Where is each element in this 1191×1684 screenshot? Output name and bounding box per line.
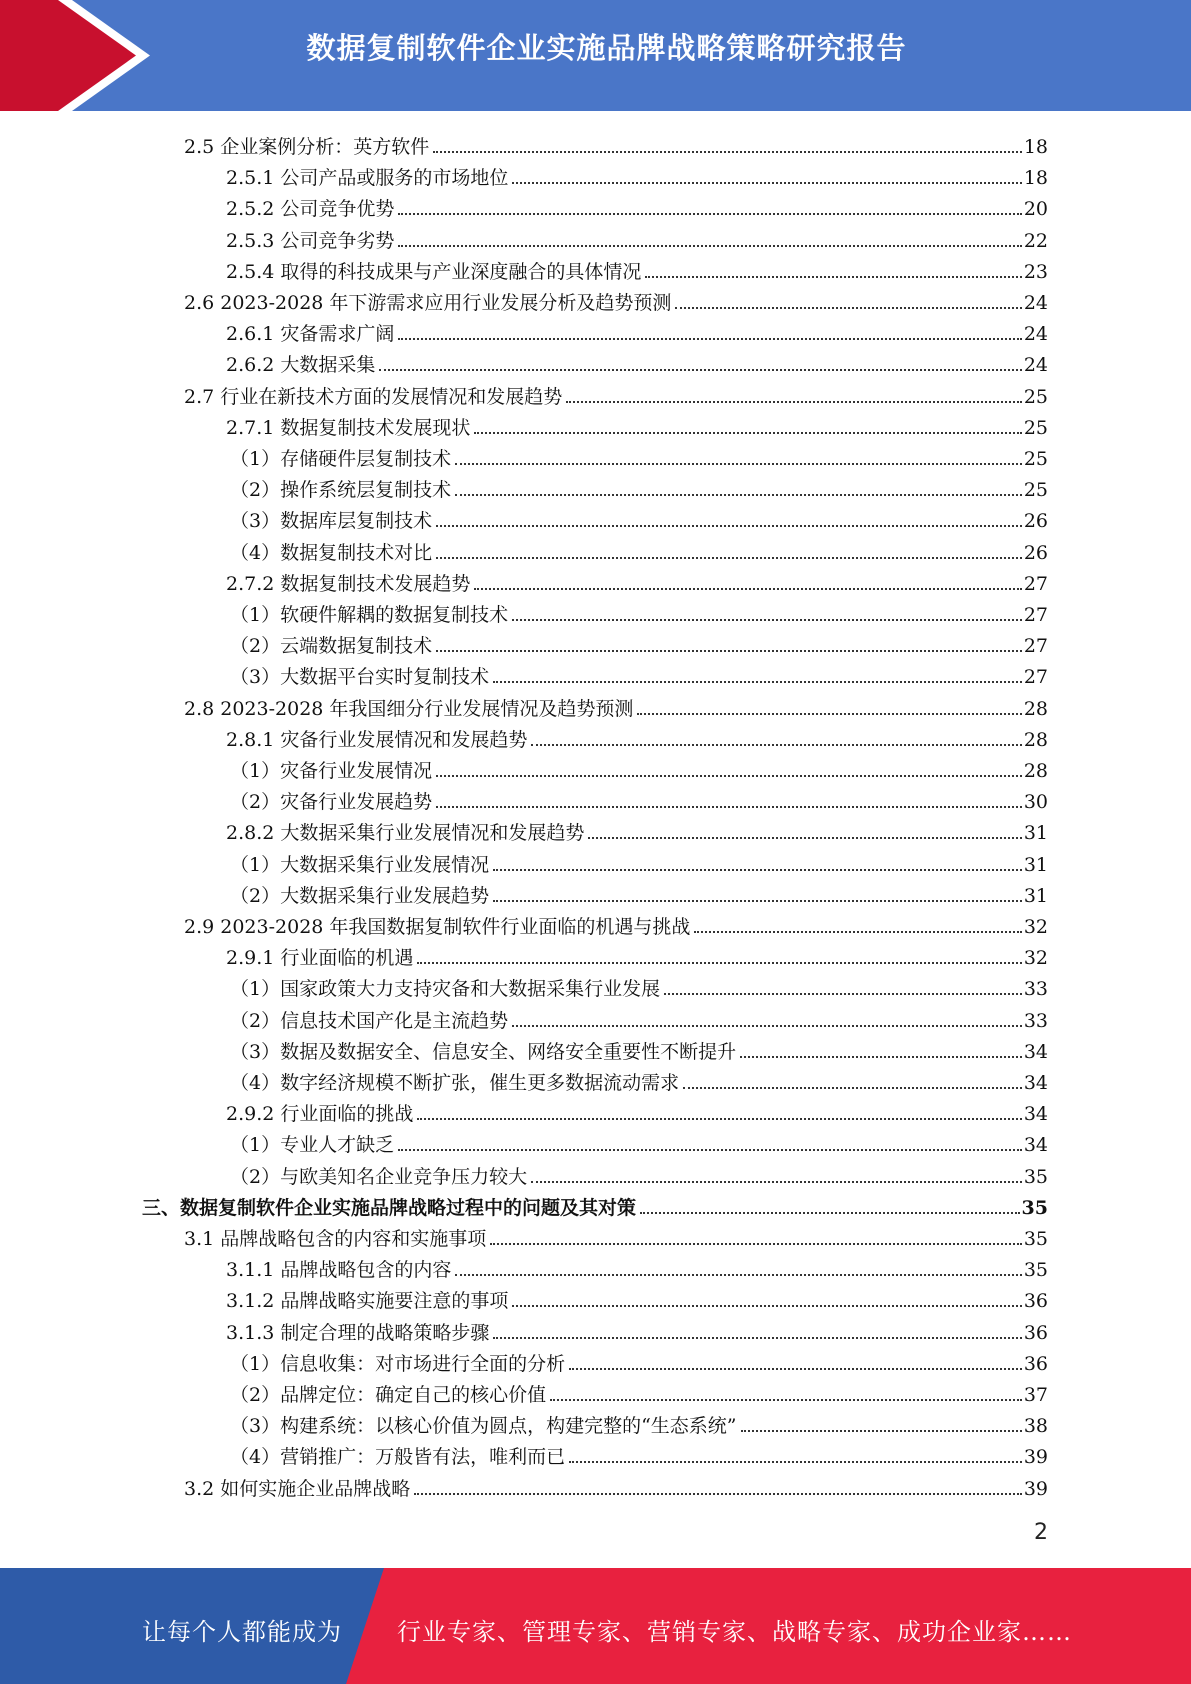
toc-entry-label: （1）信息收集：对市场进行全面的分析 bbox=[230, 1352, 566, 1375]
toc-entry[interactable] bbox=[230, 1345, 1048, 1376]
toc-entry-label: （1）专业人才缺乏 bbox=[230, 1134, 395, 1157]
toc-entry[interactable] bbox=[230, 846, 1048, 877]
toc-entry-label: 3.1.2 品牌战略实施要注意的事项 bbox=[226, 1290, 509, 1313]
toc-entry-label: 2.5 企业案例分析：英方软件 bbox=[184, 136, 430, 158]
toc-dot-leader bbox=[512, 1025, 1022, 1027]
toc-entry-page: 28 bbox=[1023, 760, 1048, 782]
toc-entry-page: 35 bbox=[1021, 1196, 1048, 1219]
toc-entry-page: 31 bbox=[1023, 884, 1048, 907]
toc-entry-label: 3.1.1 品牌战略包含的内容 bbox=[226, 1259, 452, 1282]
toc-entry[interactable] bbox=[184, 690, 1048, 721]
toc-entry[interactable] bbox=[230, 752, 1048, 783]
toc-dot-leader bbox=[645, 276, 1021, 278]
toc-entry[interactable] bbox=[226, 253, 1048, 284]
toc-dot-leader bbox=[683, 1087, 1022, 1089]
toc-entry-label: （2）大数据采集行业发展趋势 bbox=[230, 884, 490, 907]
toc-entry-page: 28 bbox=[1023, 697, 1048, 720]
toc-entry-page: 25 bbox=[1023, 416, 1048, 439]
toc-entry-label: （1）国家政策大力支持灾备和大数据采集行业发展 bbox=[230, 978, 661, 1001]
toc-entry-page: 37 bbox=[1023, 1384, 1048, 1406]
page-footer-banner bbox=[0, 1568, 1191, 1684]
toc-dot-leader bbox=[436, 650, 1022, 652]
toc-entry-page: 26 bbox=[1023, 541, 1048, 564]
toc-entry-label: 2.6 2023-2028 年下游需求应用行业发展分析及趋势预测 bbox=[184, 292, 672, 314]
toc-dot-leader bbox=[436, 806, 1022, 808]
toc-dot-leader bbox=[433, 151, 1022, 153]
toc-entry-page: 34 bbox=[1023, 1040, 1048, 1063]
toc-entry-label: 2.5.1 公司产品或服务的市场地位 bbox=[226, 167, 509, 190]
toc-entry-page: 23 bbox=[1023, 260, 1048, 283]
toc-entry-label: 2.9 2023-2028 年我国数据复制软件行业面临的机遇与挑战 bbox=[184, 916, 691, 938]
toc-dot-leader bbox=[455, 494, 1022, 496]
toc-entry-label: （1）灾备行业发展情况 bbox=[230, 760, 433, 782]
toc-entry-page: 39 bbox=[1023, 1446, 1048, 1469]
toc-dot-leader bbox=[512, 619, 1022, 621]
toc-entry[interactable] bbox=[184, 378, 1048, 409]
toc-entry-label: （2）云端数据复制技术 bbox=[230, 635, 433, 658]
toc-entry-page: 31 bbox=[1023, 822, 1048, 845]
toc-entry-label: 2.8 2023-2028 年我国细分行业发展情况及趋势预测 bbox=[184, 697, 634, 720]
toc-entry[interactable] bbox=[230, 1126, 1048, 1157]
toc-entry-label: （4）数据复制技术对比 bbox=[230, 541, 433, 564]
toc-entry-page: 30 bbox=[1023, 791, 1048, 814]
toc-entry[interactable] bbox=[226, 1251, 1048, 1282]
toc-entry-page: 18 bbox=[1023, 167, 1048, 190]
toc-entry-label: （1）存储硬件层复制技术 bbox=[230, 448, 452, 470]
toc-entry[interactable] bbox=[184, 908, 1048, 939]
toc-entry-page: 22 bbox=[1023, 229, 1048, 252]
toc-dot-leader bbox=[417, 962, 1021, 964]
toc-dot-leader bbox=[493, 1337, 1021, 1339]
toc-entry[interactable] bbox=[226, 409, 1048, 440]
toc-entry-label: 2.9.1 行业面临的机遇 bbox=[226, 947, 414, 970]
toc-entry-page: 33 bbox=[1023, 1009, 1048, 1032]
toc-entry-label: （1）软硬件解耦的数据复制技术 bbox=[230, 604, 509, 626]
toc-entry[interactable] bbox=[230, 1376, 1048, 1407]
toc-entry-page: 35 bbox=[1023, 1259, 1048, 1282]
toc-entry[interactable] bbox=[230, 440, 1048, 471]
toc-entry-label: 2.7 行业在新技术方面的发展情况和发展趋势 bbox=[184, 385, 563, 408]
toc-dot-leader bbox=[436, 525, 1022, 527]
toc-entry[interactable] bbox=[230, 1158, 1048, 1189]
toc-entry[interactable] bbox=[230, 1407, 1048, 1438]
toc-dot-leader bbox=[398, 1149, 1022, 1151]
toc-dot-leader bbox=[675, 307, 1021, 309]
toc-entry[interactable] bbox=[184, 1470, 1048, 1501]
toc-entry-label: （4）营销推广：万般皆有法，唯利而已 bbox=[230, 1446, 566, 1469]
toc-dot-leader bbox=[455, 1274, 1021, 1276]
toc-entry-page: 25 bbox=[1023, 479, 1048, 502]
toc-entry-page: 27 bbox=[1023, 604, 1048, 626]
toc-entry-page: 27 bbox=[1023, 635, 1048, 658]
toc-entry-page: 28 bbox=[1023, 728, 1048, 751]
toc-entry[interactable] bbox=[230, 534, 1048, 565]
toc-entry[interactable] bbox=[226, 1282, 1048, 1313]
toc-dot-leader bbox=[414, 1493, 1022, 1495]
toc-entry-label: 2.5.2 公司竞争优势 bbox=[226, 198, 395, 221]
toc-entry-page: 36 bbox=[1023, 1352, 1048, 1375]
toc-entry-label: 2.8.1 灾备行业发展情况和发展趋势 bbox=[226, 728, 528, 751]
toc-dot-leader bbox=[493, 900, 1022, 902]
toc-entry[interactable] bbox=[230, 596, 1048, 627]
toc-entry-page: 32 bbox=[1023, 947, 1048, 970]
toc-entry-label: 3.1.3 制定合理的战略策略步骤 bbox=[226, 1321, 490, 1344]
toc-dot-leader bbox=[588, 837, 1021, 839]
toc-entry-page: 34 bbox=[1023, 1072, 1048, 1094]
toc-dot-leader bbox=[569, 1461, 1022, 1463]
toc-entry-label: （3）构建系统：以核心价值为圆点，构建完整的“生态系统” bbox=[230, 1415, 737, 1438]
toc-entry[interactable] bbox=[230, 658, 1048, 689]
toc-entry[interactable] bbox=[184, 128, 1048, 159]
toc-entry-label: 3.1 品牌战略包含的内容和实施事项 bbox=[184, 1228, 487, 1250]
toc-entry-label: （1）大数据采集行业发展情况 bbox=[230, 853, 490, 876]
toc-entry-label: （2）灾备行业发展趋势 bbox=[230, 791, 433, 814]
footer-slogan-right: 行业专家、管理专家、营销专家、战略专家、成功企业家…… bbox=[397, 1618, 1072, 1646]
toc-entry-page: 18 bbox=[1023, 136, 1048, 158]
toc-entry-label: （3）大数据平台实时复制技术 bbox=[230, 666, 490, 689]
toc-entry[interactable] bbox=[230, 627, 1048, 658]
toc-entry-label: 2.7.2 数据复制技术发展趋势 bbox=[226, 572, 471, 595]
toc-dot-leader bbox=[512, 182, 1021, 184]
toc-entry[interactable] bbox=[226, 190, 1048, 221]
toc-dot-leader bbox=[694, 931, 1021, 933]
toc-entry-label: （2）与欧美知名企业竞争压力较大 bbox=[230, 1165, 528, 1188]
toc-entry-page: 20 bbox=[1023, 198, 1048, 221]
toc-dot-leader bbox=[569, 1368, 1022, 1370]
toc-entry-page: 35 bbox=[1023, 1165, 1048, 1188]
toc-dot-leader bbox=[490, 1243, 1022, 1245]
toc-entry-label: 三、数据复制软件企业实施品牌战略过程中的问题及其对策 bbox=[142, 1196, 637, 1219]
toc-entry-label: （2）操作系统层复制技术 bbox=[230, 479, 452, 502]
toc-entry[interactable] bbox=[230, 970, 1048, 1001]
toc-entry[interactable] bbox=[226, 939, 1048, 970]
toc-dot-leader bbox=[741, 1430, 1022, 1432]
toc-entry-page: 34 bbox=[1023, 1103, 1048, 1126]
toc-entry[interactable] bbox=[226, 222, 1048, 253]
toc-entry-label: 2.6.1 灾备需求广阔 bbox=[226, 323, 395, 346]
toc-entry-label: 2.5.4 取得的科技成果与产业深度融合的具体情况 bbox=[226, 260, 642, 283]
toc-dot-leader bbox=[398, 245, 1021, 247]
toc-dot-leader bbox=[455, 463, 1022, 465]
toc-entry[interactable] bbox=[230, 783, 1048, 814]
toc-dot-leader bbox=[398, 213, 1021, 215]
toc-entry[interactable] bbox=[226, 315, 1048, 346]
toc-entry-label: （3）数据库层复制技术 bbox=[230, 510, 433, 533]
toc-dot-leader bbox=[436, 775, 1022, 777]
toc-entry-page: 39 bbox=[1023, 1477, 1048, 1500]
toc-dot-leader bbox=[664, 993, 1022, 995]
toc-entry-page: 26 bbox=[1023, 510, 1048, 533]
page-header-banner bbox=[0, 0, 1191, 111]
toc-entry[interactable] bbox=[226, 346, 1048, 377]
toc-entry-page: 25 bbox=[1023, 448, 1048, 470]
toc-dot-leader bbox=[512, 1305, 1021, 1307]
document-title: 数据复制软件企业实施品牌战略策略研究报告 bbox=[306, 31, 907, 65]
toc-entry-page: 38 bbox=[1023, 1415, 1048, 1438]
toc-dot-leader bbox=[474, 588, 1021, 590]
toc-entry-label: （2）信息技术国产化是主流趋势 bbox=[230, 1009, 509, 1032]
toc-dot-leader bbox=[531, 1181, 1022, 1183]
toc-entry-page: 35 bbox=[1023, 1228, 1048, 1250]
toc-entry-page: 32 bbox=[1023, 916, 1048, 938]
toc-entry-label: 2.5.3 公司竞争劣势 bbox=[226, 229, 395, 252]
toc-entry-page: 27 bbox=[1023, 666, 1048, 689]
toc-entry-page: 33 bbox=[1023, 978, 1048, 1001]
toc-dot-leader bbox=[474, 432, 1021, 434]
toc-entry-page: 36 bbox=[1023, 1290, 1048, 1313]
toc-entry[interactable] bbox=[226, 721, 1048, 752]
toc-entry-label: 3.2 如何实施企业品牌战略 bbox=[184, 1477, 411, 1500]
toc-entry-page: 25 bbox=[1023, 385, 1048, 408]
toc-entry[interactable] bbox=[184, 1220, 1048, 1251]
toc-entry-label: （3）数据及数据安全、信息安全、网络安全重要性不断提升 bbox=[230, 1040, 737, 1063]
toc-entry-page: 36 bbox=[1023, 1321, 1048, 1344]
toc-dot-leader bbox=[417, 1118, 1021, 1120]
toc-entry[interactable] bbox=[184, 284, 1048, 315]
toc-dot-leader bbox=[493, 869, 1022, 871]
toc-dot-leader bbox=[493, 681, 1022, 683]
toc-entry[interactable] bbox=[230, 1033, 1048, 1064]
toc-entry-page: 34 bbox=[1023, 1134, 1048, 1157]
toc-dot-leader bbox=[436, 557, 1022, 559]
toc-entry-label: （2）品牌定位：确定自己的核心价值 bbox=[230, 1384, 547, 1406]
toc-dot-leader bbox=[566, 401, 1022, 403]
toc-entry-page: 24 bbox=[1023, 292, 1048, 314]
toc-entry[interactable] bbox=[230, 502, 1048, 533]
toc-entry[interactable] bbox=[226, 1095, 1048, 1126]
toc-entry-page: 27 bbox=[1023, 572, 1048, 595]
toc-entry[interactable] bbox=[230, 1064, 1048, 1095]
toc-entry-page: 24 bbox=[1023, 323, 1048, 346]
toc-dot-leader bbox=[550, 1399, 1022, 1401]
toc-dot-leader bbox=[531, 744, 1021, 746]
toc-entry-label: 2.8.2 大数据采集行业发展情况和发展趋势 bbox=[226, 822, 585, 845]
toc-entry-label: （4）数字经济规模不断扩张，催生更多数据流动需求 bbox=[230, 1072, 680, 1094]
toc-entry[interactable] bbox=[230, 1002, 1048, 1033]
toc-dot-leader bbox=[740, 1056, 1022, 1058]
toc-dot-leader bbox=[637, 713, 1021, 715]
toc-entry[interactable] bbox=[230, 877, 1048, 908]
toc-entry[interactable] bbox=[230, 1438, 1048, 1469]
toc-entry[interactable] bbox=[226, 1314, 1048, 1345]
toc-entry[interactable] bbox=[230, 471, 1048, 502]
toc-entry-page: 24 bbox=[1023, 354, 1048, 377]
toc-entry-label: 2.7.1 数据复制技术发展现状 bbox=[226, 416, 471, 439]
toc-dot-leader bbox=[640, 1212, 1020, 1214]
toc-entry[interactable] bbox=[226, 565, 1048, 596]
toc-entry[interactable] bbox=[142, 1189, 1048, 1220]
toc-entry[interactable] bbox=[226, 159, 1048, 190]
toc-entry[interactable] bbox=[226, 814, 1048, 845]
toc-dot-leader bbox=[379, 369, 1021, 371]
toc-entry-label: 2.6.2 大数据采集 bbox=[226, 354, 376, 377]
footer-slogan-left: 让每个人都能成为 bbox=[142, 1618, 342, 1646]
toc-entry-page: 31 bbox=[1023, 853, 1048, 876]
page-number: 2 bbox=[1034, 1520, 1048, 1545]
toc-dot-leader bbox=[398, 338, 1021, 340]
toc-entry-label: 2.9.2 行业面临的挑战 bbox=[226, 1103, 414, 1126]
